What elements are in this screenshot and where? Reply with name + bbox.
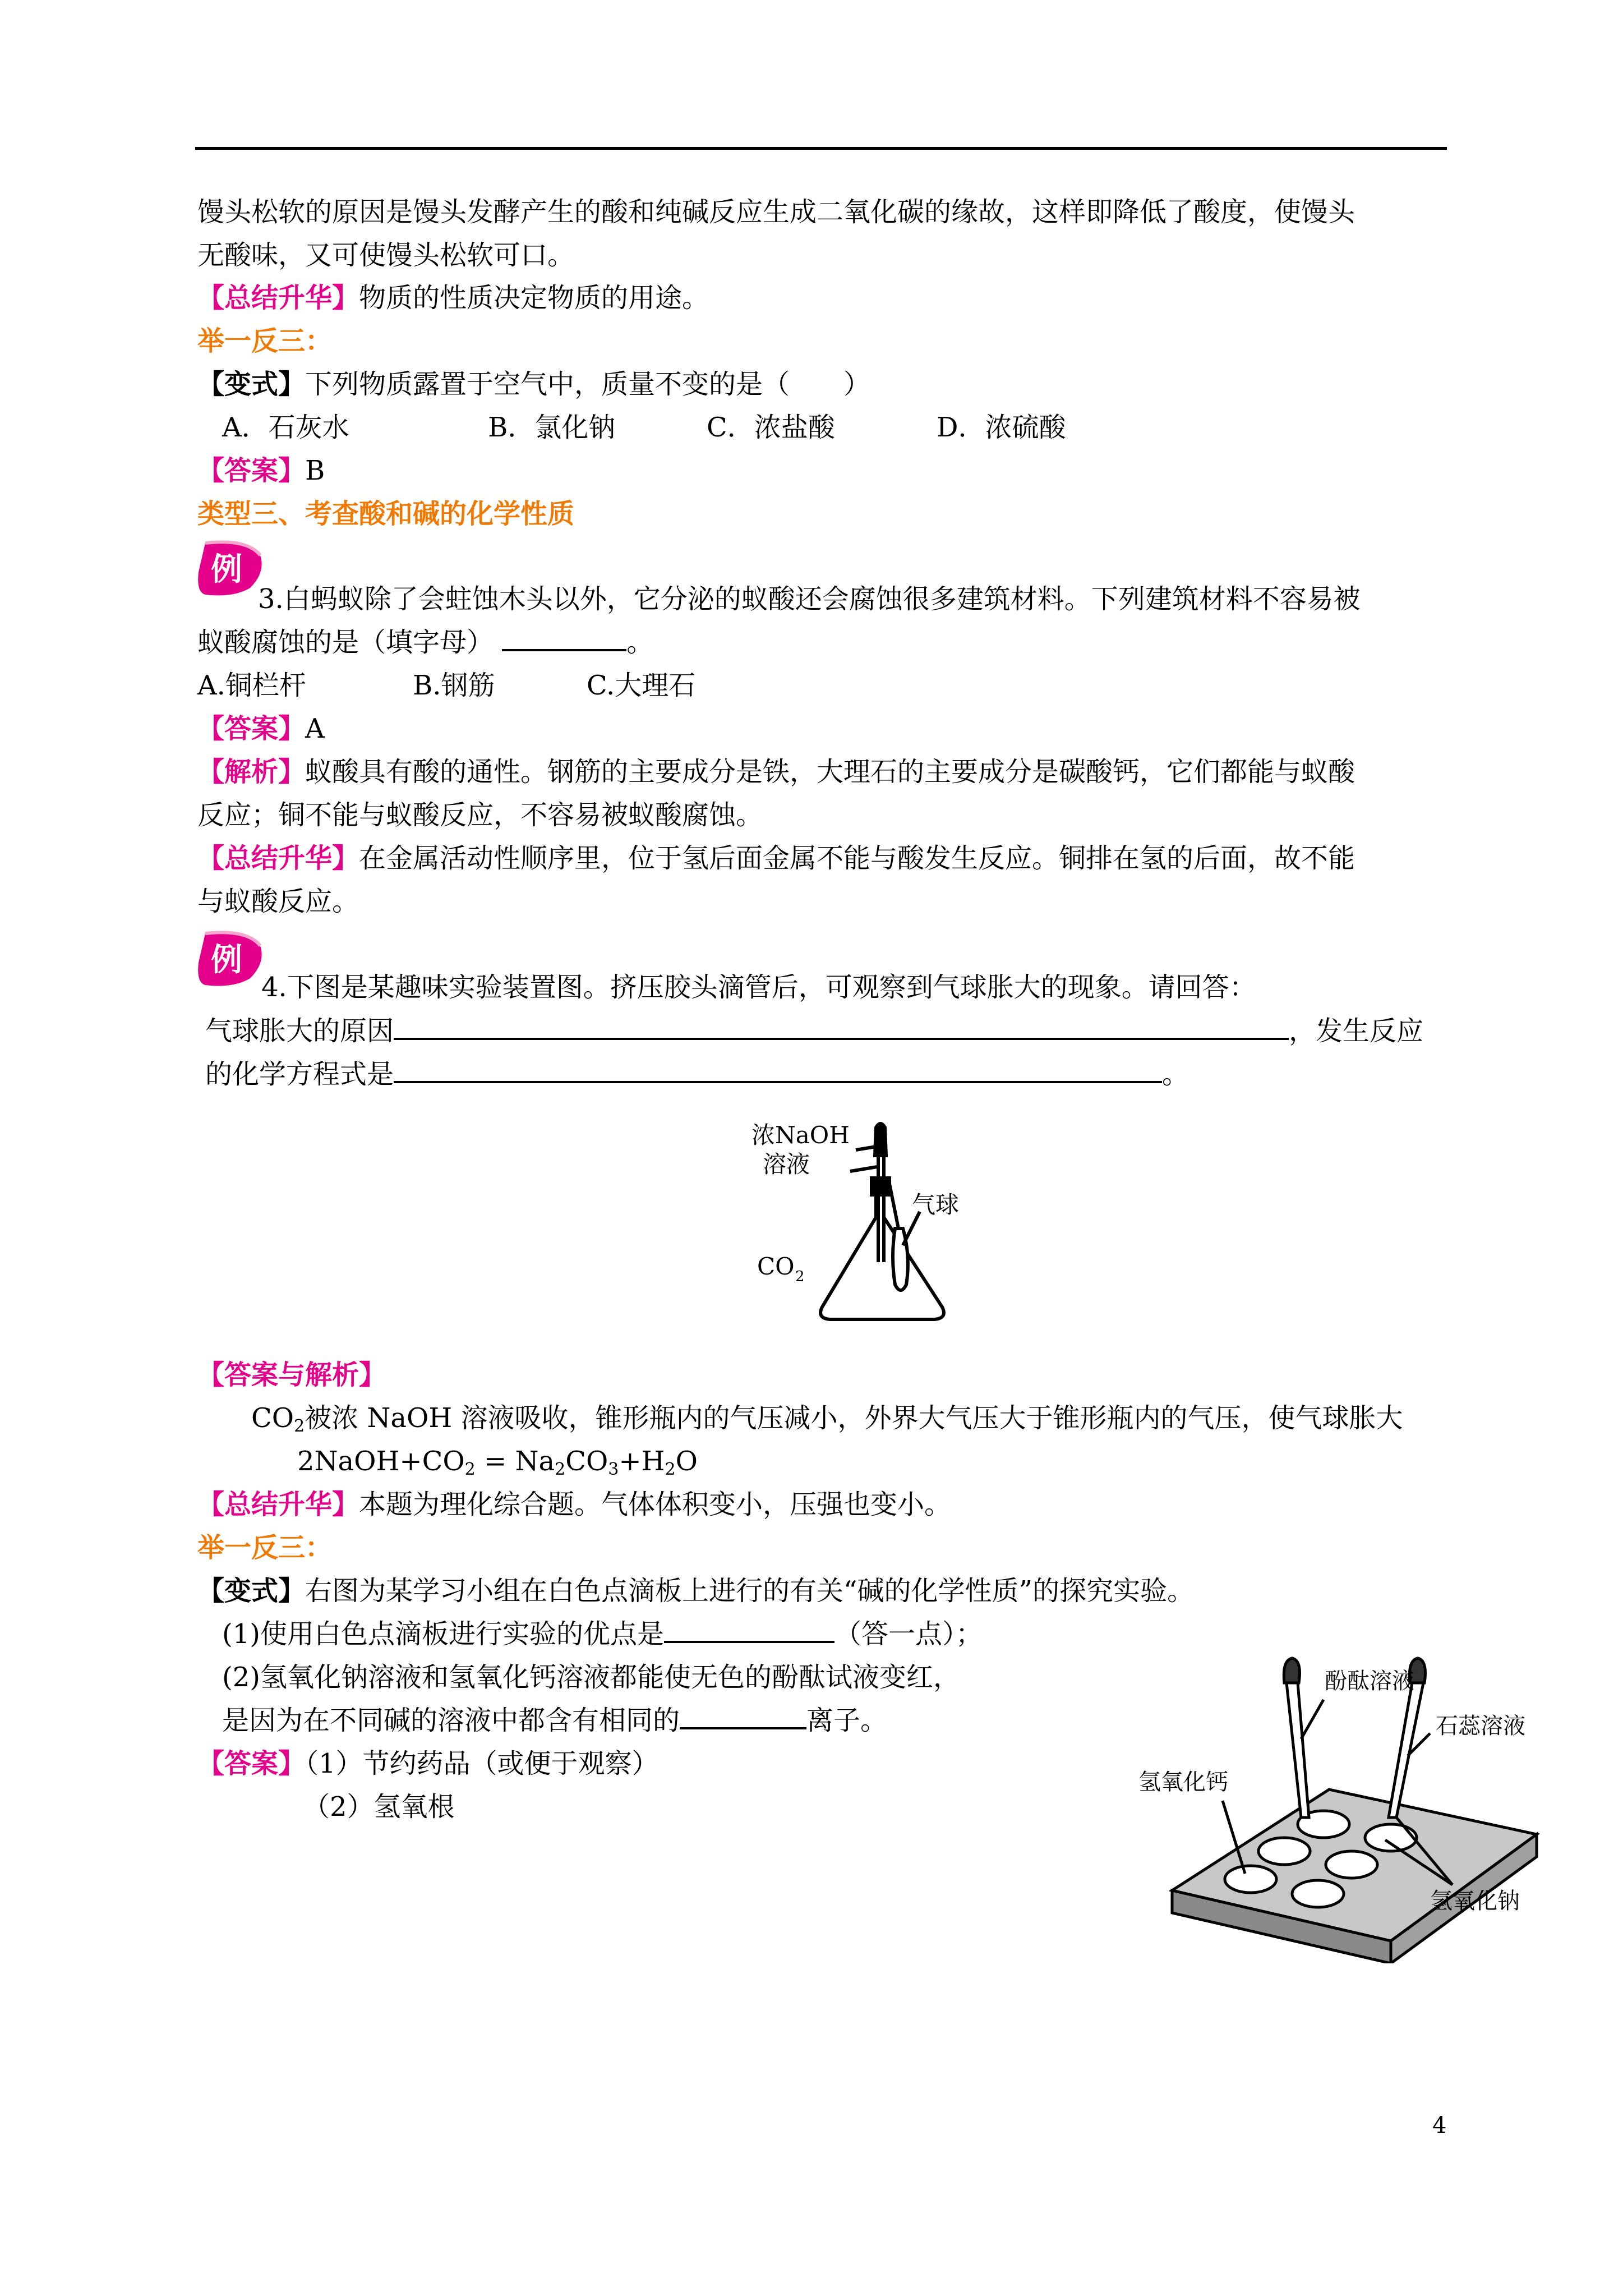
example-4-summary: 【总结升华】本题为理化综合题。气体体积变小，压强也变小。 <box>197 1489 952 1520</box>
example-3-question-2: 蚁酸腐蚀的是（填字母） 。 <box>197 621 653 664</box>
spot-plate-figure <box>1116 1649 1553 1963</box>
option-b: B．氯化钠 <box>488 412 616 443</box>
header-rule <box>195 147 1447 150</box>
paragraph-line: 无酸味，又可使馒头松软可口。 <box>197 240 575 271</box>
practice-heading-1: 举一反三： <box>197 325 333 357</box>
chemical-equation: $2NaOH+CO_2 = Na_2CO_3+H_2O$ <box>297 1446 698 1479</box>
svg-text:酚酞溶液: 酚酞溶液 <box>1325 1668 1414 1694</box>
svg-text:CO: CO <box>757 1253 795 1280</box>
example-3-question: 3.白蚂蚁除了会蛀蚀木头以外，它分泌的蚁酸还会腐蚀很多建筑材料。下列建筑材料不容易被 <box>258 583 1361 615</box>
flask-apparatus-figure <box>751 1116 987 1335</box>
answer-blank[interactable] <box>664 1616 834 1643</box>
example-3-answer: 【答案】A <box>197 713 325 744</box>
variant-2-q2: (2)氢氧化钠溶液和氢氧化钙溶液都能使无色的酚酞试液变红， <box>222 1662 960 1693</box>
svg-text:氢氧化钠: 氢氧化钠 <box>1430 1888 1520 1914</box>
answer-blank[interactable] <box>394 1013 1289 1040</box>
variant-1-answer: 【答案】B <box>197 455 325 486</box>
variant-2-answer-2: （2）氢氧根 <box>303 1791 455 1823</box>
variant-2-answer-1: 【答案】（1）节约药品（或便于观察） <box>197 1748 659 1779</box>
option-b: B.钢筋 <box>413 670 495 701</box>
svg-text:氢氧化钙: 氢氧化钙 <box>1138 1769 1228 1795</box>
paragraph-line: 馒头松软的原因是馒头发酵产生的酸和纯碱反应生成二氧化碳的缘故，这样即降低了酸度，使馒头 <box>197 196 1355 228</box>
svg-text:溶液: 溶液 <box>763 1151 810 1178</box>
practice-heading-2: 举一反三： <box>197 1532 333 1563</box>
example-4-answer-label: 【答案与解析】 <box>197 1359 386 1391</box>
example-3-analysis: 【解析】蚁酸具有酸的通性。钢筋的主要成分是铁，大理石的主要成分是碳酸钙，它们都能与蚁酸 <box>197 756 1355 788</box>
option-c: C．浓盐酸 <box>707 412 835 443</box>
example-4-question: 4.下图是某趣味实验装置图。挤压胶头滴管后，可观察到气球胀大的现象。请回答： <box>261 972 1256 1003</box>
example-4-blank-line-1: 气球胀大的原因 ，发生反应 <box>205 1010 1423 1052</box>
variant-2-q1: (1)使用白色点滴板进行实验的优点是 （答一点）； <box>222 1613 983 1655</box>
section-title: 类型三、考查酸和碱的化学性质 <box>197 498 575 530</box>
svg-text:石蕊溶液: 石蕊溶液 <box>1436 1713 1525 1739</box>
example-3-summary: 【总结升华】在金属活动性顺序里，位于氢后面金属不能与酸发生反应。铜排在氢的后面，故不能 <box>197 843 1355 874</box>
example-badge <box>194 929 267 991</box>
answer-blank[interactable] <box>680 1703 806 1729</box>
svg-text:例: 例 <box>211 551 242 588</box>
option-a: A.铜栏杆 <box>197 670 306 701</box>
option-c: C.大理石 <box>587 670 696 701</box>
example-3-summary-2: 与蚁酸反应。 <box>197 886 359 917</box>
svg-text:2: 2 <box>795 1268 805 1285</box>
svg-text:例: 例 <box>211 942 242 978</box>
svg-text:气球: 气球 <box>912 1191 960 1218</box>
example-4-blank-line-2: 的化学方程式是 。 <box>205 1053 1189 1096</box>
option-d: D．浓硫酸 <box>937 412 1066 443</box>
summary-1: 【总结升华】物质的性质决定物质的用途。 <box>197 282 709 314</box>
example-3-analysis-2: 反应；铜不能与蚁酸反应，不容易被蚁酸腐蚀。 <box>197 799 763 831</box>
answer-blank[interactable] <box>502 624 626 651</box>
option-a: A．石灰水 <box>222 412 349 443</box>
variant-2-q2-line2: 是因为在不同碱的溶液中都含有相同的 离子。 <box>222 1699 887 1742</box>
variant-1-question: 【变式】下列物质露置于空气中，质量不变的是（ ） <box>197 369 871 400</box>
variant-2-question: 【变式】右图为某学习小组在白色点滴板上进行的有关“碱的化学性质”的探究实验。 <box>197 1575 1195 1607</box>
page-number: 4 <box>1432 2113 1447 2138</box>
answer-blank[interactable] <box>394 1056 1162 1083</box>
example-4-answer-1: $CO_2$被浓 NaOH 溶液吸收，锥形瓶内的气压减小，外界大气压大于锥形瓶内的气压，使气球胀大 <box>251 1402 1403 1436</box>
example-badge <box>194 539 267 600</box>
svg-text:浓NaOH: 浓NaOH <box>751 1121 850 1149</box>
